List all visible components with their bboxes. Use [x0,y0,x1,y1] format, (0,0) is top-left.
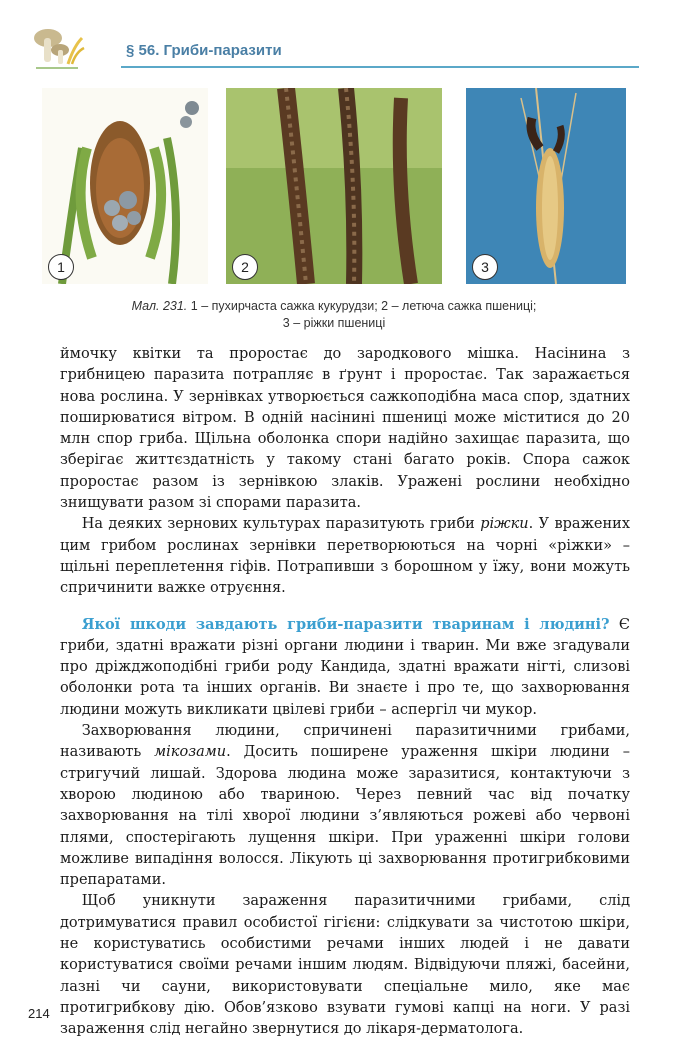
caption-line-1: 1 – пухирчаста сажка кукурудзи; 2 – летюча сажка пшениці; [187,299,537,313]
figure-number-1: 1 [48,254,74,280]
paragraph-4 [60,721,630,891]
paragraph-3-text: Є гриби, здатні вражати різні органи людини і тварин. Ми вже згадували про дріжджоподібні гриби роду Кандида, здатні вражати нігті, слизові оболонки рота та інших органів. Ви знаєте і про те, що захворювання людини можуть викликати цвілеві гриби – аспергіл чи мукор. [60,616,630,718]
figure-caption [42,298,626,332]
paragraph-4-text-b: . Досить поширене ураження шкіри людини – стригучий лишай. Здорова людина може заразитися, контактуючи з хворою людиною або твариною. Через певний час від початку захворювання на тілі хворої людини з’являються рожеві або червоні плями, спостерігають лущення шкіри. При ураженні шкіри голови можливе випадіння волосся. Лікують ці захворювання протигрибковими препаратами. [60,744,630,889]
page-number: 214 [28,1006,50,1021]
figure-wheat-ergot [466,88,626,284]
page-header [28,24,638,72]
loose-smut-photo [226,88,442,284]
section-title: § 56. Гриби-паразити [126,42,282,59]
figure-number-2: 2 [232,254,258,280]
figure-wheat-loose-smut [226,88,442,284]
paragraph-5-text: Щоб уникнути зараження паразитичними грибами, слід дотримуватися правил особистої гігієни: слідкувати за чистотою шкіри, не користуватись особистими речами інших людей і не давати користуватися своїми речами іншим людям. Відвідуючи пляжі, басейни, лазні чи сауни, використовувати спеціальне мило, яке має протигрибкову дію. Обов’язково взувати гумові капці на ноги. У разі зараження слід негайно звернутися до лікаря-дерматолога. [60,893,630,1038]
section-question: Якої шкоди завдають гриби-паразити тваринам і людині? [81,615,610,633]
caption-label: Мал. 231. [131,299,188,313]
paragraph-2-text-b: . У вражених цим грибом рослинах зернівки перетворюються на чорні «ріжки» – щільні переплетення гіфів. Потрапивши з борошном у їжу, вони можуть спричинити важке отруєння. [60,516,630,597]
term-mycoses: мікозами [154,744,227,761]
caption-line-2: 3 – ріжки пшениці [282,316,386,330]
header-divider [121,66,639,68]
mushroom-logo-icon [28,24,86,72]
paragraph-3 [60,614,630,721]
paragraph-5 [60,891,630,1040]
paragraph-1: ймочку квітки та проростає до зародкового мішка. Насінина з грибницею паразита потрапляє в ґрунт і проростає. Так заражається нова рослина. У зернівках утворюється сажкоподібна маса спор, здатних поширюватися вітром. В одній насінині пшениці може міститися до 20 млн спор гриба. Щільна оболонка спори надійно захищає паразита, що зберігає життєздатність у такому стані багато років. Спора сажок проростає разом із зернівкою злаків. Уражені рослини необхідно знищувати разом зі спорами паразита. [60,346,630,512]
term-ergot: ріжки [480,516,529,533]
paragraph-4-text-a: Захворювання людини, спричинені паразитичними грибами, називають [60,723,630,761]
paragraph-2-text-a: На деяких зернових культурах паразитують гриби [81,516,481,533]
figure-number-3: 3 [472,254,498,280]
paragraph-2 [60,514,630,599]
main-text [60,344,630,1041]
figure-corn-smut [42,88,208,284]
